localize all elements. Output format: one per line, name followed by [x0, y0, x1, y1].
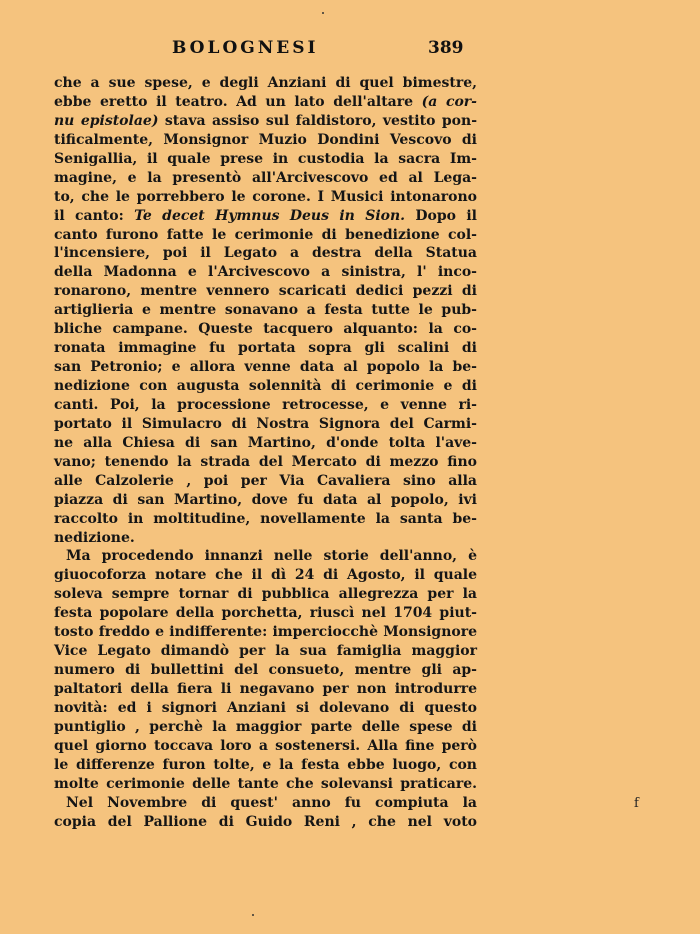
text-line: nedizione con augusta solennità di cerimonie e di — [54, 378, 477, 394]
text-line: il canto: Te decet Hymnus Deus in Sion. Dopo il — [54, 207, 477, 224]
text-line: tificalmente, Monsignor Muzio Dondini Vescovo di — [54, 131, 477, 148]
body-text — [54, 74, 477, 832]
text-line: canto furono fatte le cerimonie di benedizione col- — [54, 226, 477, 243]
text-line: le differenze furon tolte, e la festa ebbe luogo, con — [54, 756, 477, 773]
text-line: soleva sempre tornar di pubblica allegrezza per la — [54, 586, 477, 603]
paper-speck — [252, 914, 254, 916]
text-line: numero di bullettini del consueto, mentre gli ap- — [54, 662, 477, 679]
text-line: raccolto in moltitudine, novellamente la santa be- — [54, 510, 477, 527]
text-line: Vice Legato dimandò per la sua famiglia maggior — [54, 643, 477, 660]
text-line: piazza di san Martino, dove fu data al popolo, ivi — [54, 491, 477, 508]
text-line: to, che le porrebbero le corone. I Musici intonarono — [54, 188, 477, 205]
text-line: paltatori della fiera li negavano per non introdurre — [54, 681, 477, 697]
text-line: copia del Pallione di Guido Reni , che nel voto — [54, 813, 477, 830]
text-line: Senigallia, il quale prese in custodia la sacra Im- — [54, 150, 477, 167]
text-line: Ma procedendo innanzi nelle storie dell'anno, è — [66, 548, 477, 565]
text-line: l'incensiere, poi il Legato a destra della Statua — [54, 245, 477, 262]
text-line: che a sue spese, e degli Anziani di quel bimestre, — [54, 75, 477, 91]
text-line: vano; tenendo la strada del Mercato di mezzo fino — [54, 453, 477, 470]
text-line: quel giorno toccava loro a sostenersi. Alla fine però — [54, 737, 477, 754]
text-line: giuocoforza notare che il dì 24 di Agosto, il quale — [54, 567, 477, 584]
page-number: 389 — [428, 38, 464, 58]
text-line: portato il Simulacro di Nostra Signora del Carmi- — [54, 415, 477, 432]
text-line: ronata immagine fu portata sopra gli scalini di — [54, 340, 477, 357]
text-line: nu epistolae) stava assiso sul faldistoro, vestito pon- — [54, 112, 478, 129]
text-line: Nel Novembre di quest' anno fu compiuta la — [66, 794, 477, 811]
text-line: tosto freddo e indifferente: imperciocchè Monsignore — [54, 624, 477, 641]
text-line: molte cerimonie delle tante che solevansi praticare. — [54, 775, 477, 792]
text-line: san Petronio; e allora venne data al popolo la be- — [54, 359, 477, 376]
text-line: della Madonna e l'Arcivescovo a sinistra, l' inco- — [54, 264, 477, 281]
margin-mark: f — [634, 796, 639, 811]
text-line: artiglieria e mentre sonavano a festa tutte le pub- — [54, 302, 477, 319]
text-line: puntiglio , perchè la maggior parte delle spese di — [54, 718, 477, 735]
text-line: festa popolare della porchetta, riuscì nel 1704 piut- — [54, 605, 477, 622]
text-line: novità: ed i signori Anziani si dolevano di questo — [54, 699, 477, 716]
running-title: BOLOGNESI — [172, 38, 319, 58]
text-line: alle Calzolerie , poi per Via Cavaliera sino alla — [54, 472, 477, 489]
text-line: ronarono, mentre vennero scaricati dedici pezzi di — [54, 283, 477, 300]
text-line: bliche campane. Queste tacquero alquanto: la co- — [54, 321, 477, 338]
text-line: ebbe eretto il teatro. Ad un lato dell'altare (a cor- — [54, 93, 477, 110]
text-line: ne alla Chiesa di san Martino, d'onde tolta l'ave- — [54, 434, 477, 451]
text-line: magine, e la presentò all'Arcivescovo ed al Lega- — [54, 169, 477, 186]
text-line: nedizione. — [54, 529, 135, 546]
text-line: canti. Poi, la processione retrocesse, e venne ri- — [54, 396, 477, 413]
paper-speck — [322, 12, 324, 14]
